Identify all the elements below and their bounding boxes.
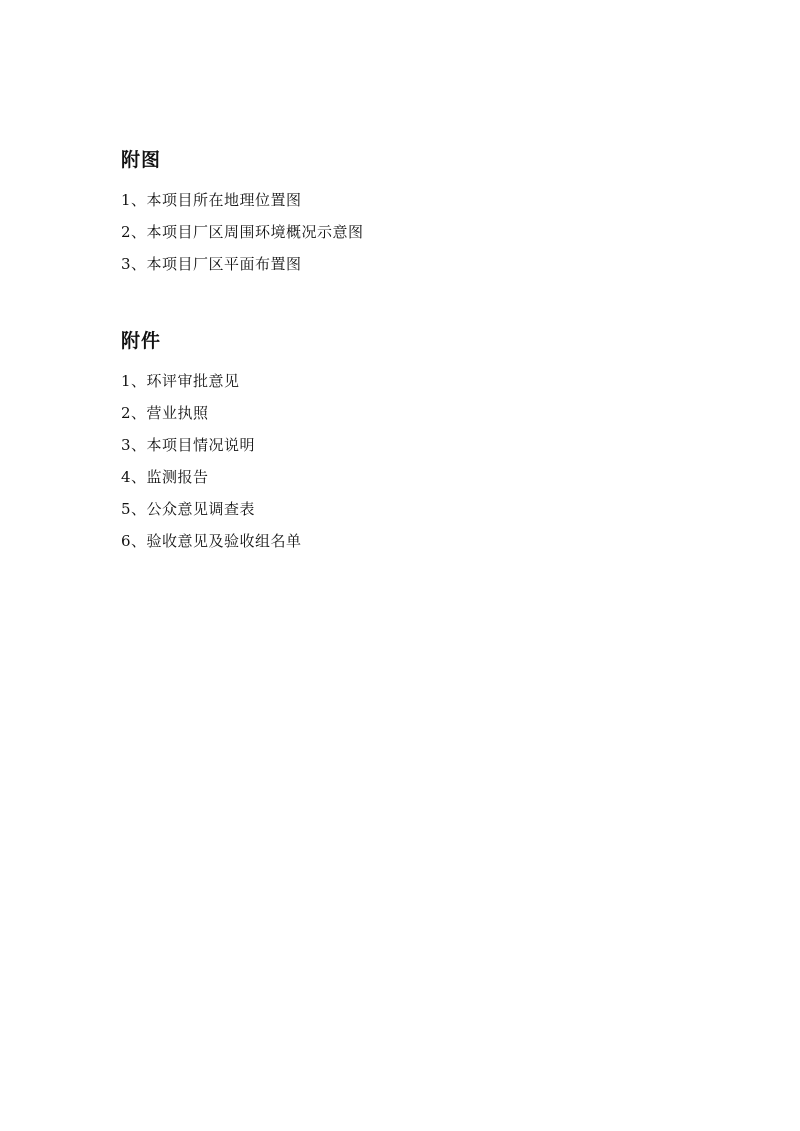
list-item: 2、营业执照: [121, 404, 209, 422]
attachments-list: [121, 373, 302, 549]
attachments-heading: 附件: [121, 330, 162, 352]
list-item: 3、本项目厂区平面布置图: [121, 255, 302, 273]
attachments-section: [121, 328, 302, 565]
list-item: 5、公众意见调查表: [121, 500, 256, 518]
appendix-figures-heading: 附图: [121, 149, 162, 171]
appendix-figures-list: [121, 192, 364, 272]
list-item: 6、验收意见及验收组名单: [121, 532, 302, 550]
appendix-figures-section: [121, 147, 364, 288]
list-item: 1、环评审批意见: [121, 372, 240, 390]
list-item: 2、本项目厂区周围环境概况示意图: [121, 223, 364, 241]
list-item: 1、本项目所在地理位置图: [121, 191, 302, 209]
list-item: 3、本项目情况说明: [121, 436, 256, 454]
list-item: 4、监测报告: [121, 468, 209, 486]
